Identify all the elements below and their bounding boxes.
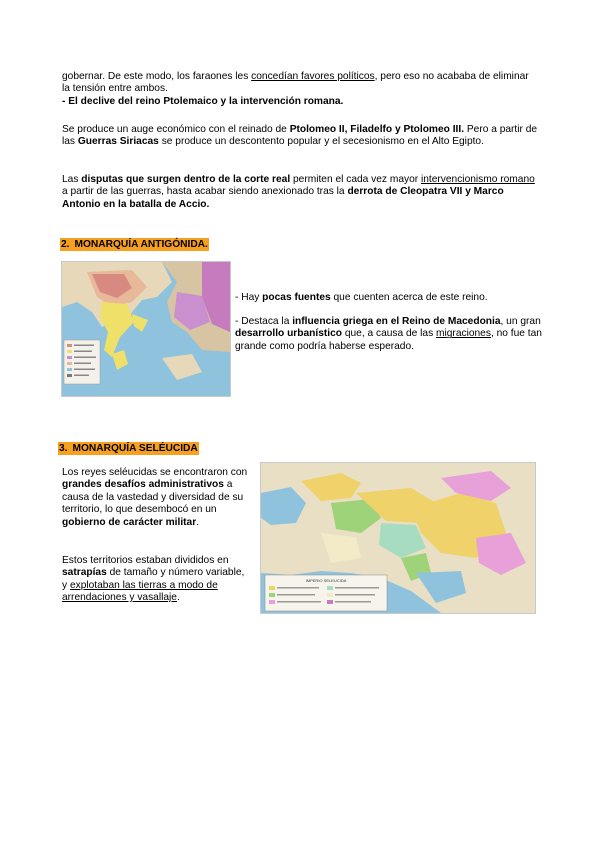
section-heading-antigonid: [60, 238, 209, 251]
text: permiten el cada vez mayor: [290, 174, 421, 185]
section-title: MONARQUÍA SELÉUCIDA: [72, 443, 198, 454]
text: .: [196, 516, 200, 528]
economic-paragraph: [62, 124, 538, 149]
text: se produce un descontento popular y el secesionismo en el Alto Egipto.: [158, 136, 484, 148]
antigonid-map-svg: [62, 262, 230, 396]
section-title: MONARQUÍA ANTIGÓNIDA.: [74, 239, 208, 250]
text: , pero eso no acababa de eliminar la tensión entre ambos.: [62, 71, 529, 95]
intro-paragraph: [62, 71, 538, 108]
section-heading-seleucid: [58, 442, 199, 455]
text: de tamaño y número variable, y: [62, 567, 245, 591]
text: que cuenten acerca de este reino.: [330, 292, 488, 303]
bold-text: desarrollo urbanístico: [235, 328, 342, 340]
antigonid-bullet-sources: [235, 292, 545, 304]
underlined-text: migraciones: [436, 328, 491, 340]
bold-text: influencia griega en el Reino de Macedonia: [292, 316, 501, 327]
text: a partir de las guerras, hasta acabar siendo anexionado tras la: [62, 186, 348, 198]
seleucid-map-svg: [261, 463, 535, 613]
bold-text: Guerras Siriacas: [77, 136, 159, 148]
bold-text: pocas fuentes: [262, 292, 331, 303]
text: Pero a partir de las: [62, 124, 538, 148]
court-disputes-paragraph: [62, 174, 542, 211]
seleucid-paragraph-challenges: [62, 467, 252, 529]
antigonid-map-image: [61, 261, 231, 397]
text: - Destaca la: [235, 316, 293, 327]
text: gobernar. De este modo, los faraones les: [62, 71, 252, 82]
text: , no fue tan grande como podría haberse esperado.: [235, 328, 542, 352]
underlined-text: concedían favores políticos: [251, 71, 375, 82]
section-number: 3.: [59, 443, 68, 454]
bold-text: disputas que surgen dentro de la corte real: [81, 174, 291, 185]
text: Estos territorios estaban divididos en: [62, 555, 229, 566]
subheading-ptolemaic-decline: - El declive del reino Ptolemaico y la intervención romana.: [62, 95, 344, 107]
map-legend-title: IMPERIO SELEUCIDA: [305, 578, 347, 583]
text: Las: [62, 174, 82, 185]
bold-text: grandes desafíos administrativos: [62, 479, 224, 491]
seleucid-paragraph-satrapies: [62, 555, 252, 605]
section-number: 2.: [61, 239, 70, 250]
bold-text: derrota de Cleopatra VII y Marco Antonio en la batalla de Accio.: [62, 186, 504, 210]
text: que, a causa de las: [342, 328, 437, 340]
bold-text: Ptolomeo II, Filadelfo y Ptolomeo III.: [289, 124, 465, 135]
antigonid-bullet-influence: [235, 316, 545, 353]
text: Los reyes seléucidas se encontraron con: [62, 467, 248, 478]
bold-text: gobierno de carácter militar: [62, 516, 197, 528]
text: a causa de la vastedad y diversidad de su territorio, lo que desembocó en un: [62, 479, 244, 516]
text: Se produce un auge económico con el reinado de: [62, 124, 290, 135]
text: .: [176, 592, 180, 604]
underlined-text: intervencionismo romano: [420, 174, 535, 185]
text: - Hay: [235, 292, 263, 303]
bold-text: satrapías: [62, 567, 107, 579]
text: , un gran: [500, 316, 541, 327]
seleucid-map-image: [260, 462, 536, 614]
underlined-text: explotaban las tierras a modo de arrendaciones y vasallaje: [62, 579, 218, 604]
